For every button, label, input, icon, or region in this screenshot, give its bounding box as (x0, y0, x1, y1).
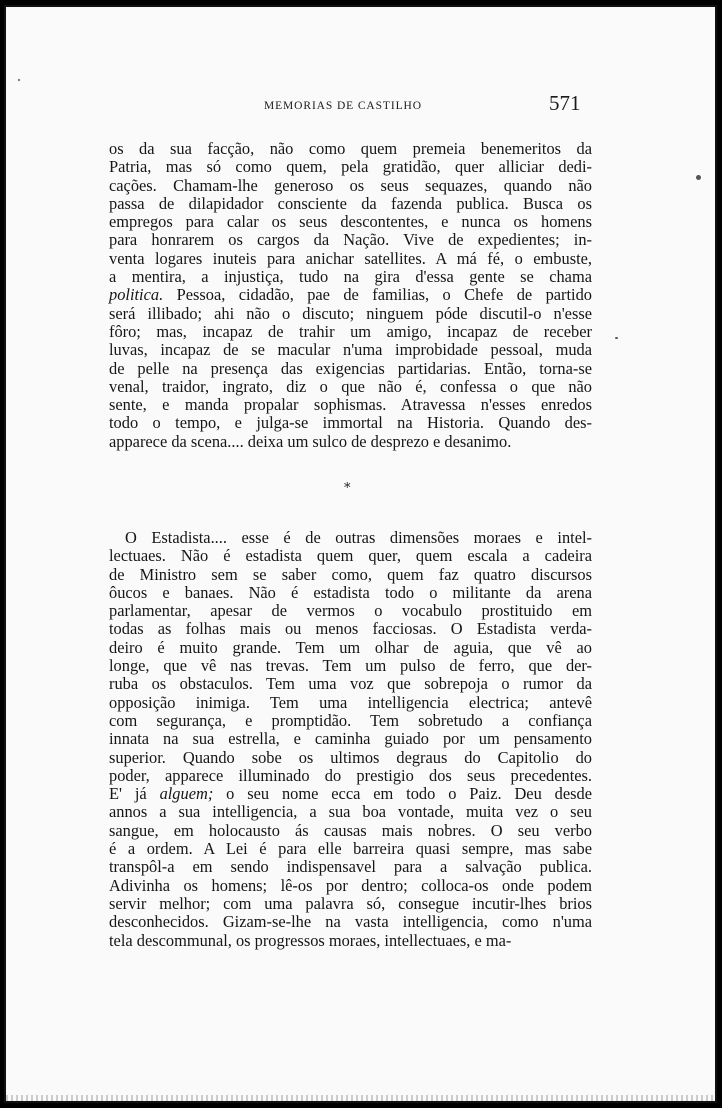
paragraph-politician (109, 140, 592, 451)
text-line: Adivinha os homens; lê-os por dentro; colloca-os onde podem (109, 875, 592, 895)
text-line: transpôl-a em sendo indispensavel para a salvação publica. (109, 857, 592, 877)
text-line: tela descommunal, os progressos moraes, intellectuaes, e ma- (109, 930, 512, 950)
text-line: annos a sua intelligencia, a sua boa vontade, muita vez o seu (109, 802, 592, 822)
text-line: desconhecidos. Gizam-se-lhe na vasta intelligencia, como n'uma (109, 912, 592, 932)
text-line: luvas, incapaz de se macular n'uma improbidade pessoal, muda (109, 340, 592, 360)
print-speck (615, 337, 618, 339)
text-line: todo o tempo, e julga-se immortal na Historia. Quando des- (109, 413, 592, 433)
text-line: lectuaes. Não é estadista quem quer, quem escala a cadeira (109, 546, 592, 566)
text-line: os da sua facção, não como quem premeia benemeritos da (109, 139, 592, 158)
text-line: ruba os obstaculos. Tem uma voz que sobrepoja o rumor da (109, 674, 592, 694)
text-line: fôro; mas, incapaz de trahir um amigo, incapaz de receber (109, 321, 592, 341)
text-line: venal, traidor, ingrato, diz o que não é, confessa o que não (109, 376, 592, 396)
text-line: sente, e manda propalar sophismas. Atravessa n'esses enredos (109, 395, 592, 415)
text-line: é a ordem. A Lei é para elle barreira quasi sempre, mas sabe (109, 839, 592, 859)
print-speck (18, 79, 20, 81)
text-line: poder, apparece illuminado do prestigio dos seus precedentes. (109, 765, 592, 785)
text-line: ôucos e banaes. Não é estadista todo o militante da arena (109, 582, 592, 602)
text-line: deiro é muito grande. Tem um olhar de aguia, que vê ao (109, 637, 592, 657)
text-line: cações. Chamam-lhe generoso os seus sequazes, quando não (109, 175, 592, 195)
text-line: passa de dilapidador consciente da fazenda publica. Busca os (109, 193, 592, 213)
text-line: a mentira, a injustiça, tudo na gira d'essa gente se chama (109, 267, 592, 287)
text-line: Patria, mas só como quem, pela gratidão, quer alliciar dedi- (109, 157, 592, 177)
text-line: O Estadista.... esse é de outras dimensões moraes e intel- (125, 528, 592, 547)
page-header (6, 90, 715, 120)
text-line: de Ministro sem se saber como, quem faz quatro discursos (109, 564, 592, 584)
text-line: de pelle na presença das exigencias partidarias. Então, torna-se (109, 358, 592, 378)
text-line: com segurança, e promptidão. Tem sobretudo a confiança (109, 710, 592, 730)
text-line: opposição inimiga. Tem uma intelligencia electrica; antevê (109, 692, 592, 712)
text-line: será illibado; ahi não o discuto; ninguem póde discutil-o n'esse (109, 303, 592, 323)
text-line: parlamentar, apesar de vermos o vocabulo prostituido em (109, 601, 592, 621)
text-line: innata na sua estrella, e caminha guiado por um pensamento (109, 729, 592, 749)
text-line: E' já alguem; o seu nome ecca em todo o Paiz. Deu desde (109, 784, 592, 804)
print-speck (696, 175, 701, 180)
paragraph-statesman (109, 529, 592, 950)
text-line: apparece da scena.... deixa um sulco de desprezo e desanimo. (109, 431, 512, 451)
text-line: longe, que vê nas trevas. Tem um pulso de ferro, que der- (109, 656, 592, 676)
text-line: servir melhor; com uma palavra só, consegue incutir-lhes brios (109, 893, 592, 913)
text-line: venta logares inuteis para anichar satellites. A má fé, o embuste, (109, 248, 592, 268)
section-separator: * (344, 481, 351, 496)
text-line: politica. Pessoa, cidadão, pae de familias, o Chefe de partido (109, 285, 592, 305)
page-number: 571 (549, 91, 581, 115)
text-line: todas as folhas mais ou menos facciosas. O Estadista verda- (109, 619, 592, 639)
text-line: superior. Quando sobe os ultimos degraus do Capitolio do (109, 747, 592, 767)
text-line: empregos para calar os seus descontentes, e nunca os homens (109, 212, 592, 232)
running-head: MEMORIAS DE CASTILHO (264, 100, 422, 112)
text-line: sangue, em holocausto ás causas mais nobres. O seu verbo (109, 820, 592, 840)
book-page (4, 5, 717, 1103)
text-line: para honrarem os cargos da Nação. Vive de expedientes; in- (109, 230, 592, 250)
